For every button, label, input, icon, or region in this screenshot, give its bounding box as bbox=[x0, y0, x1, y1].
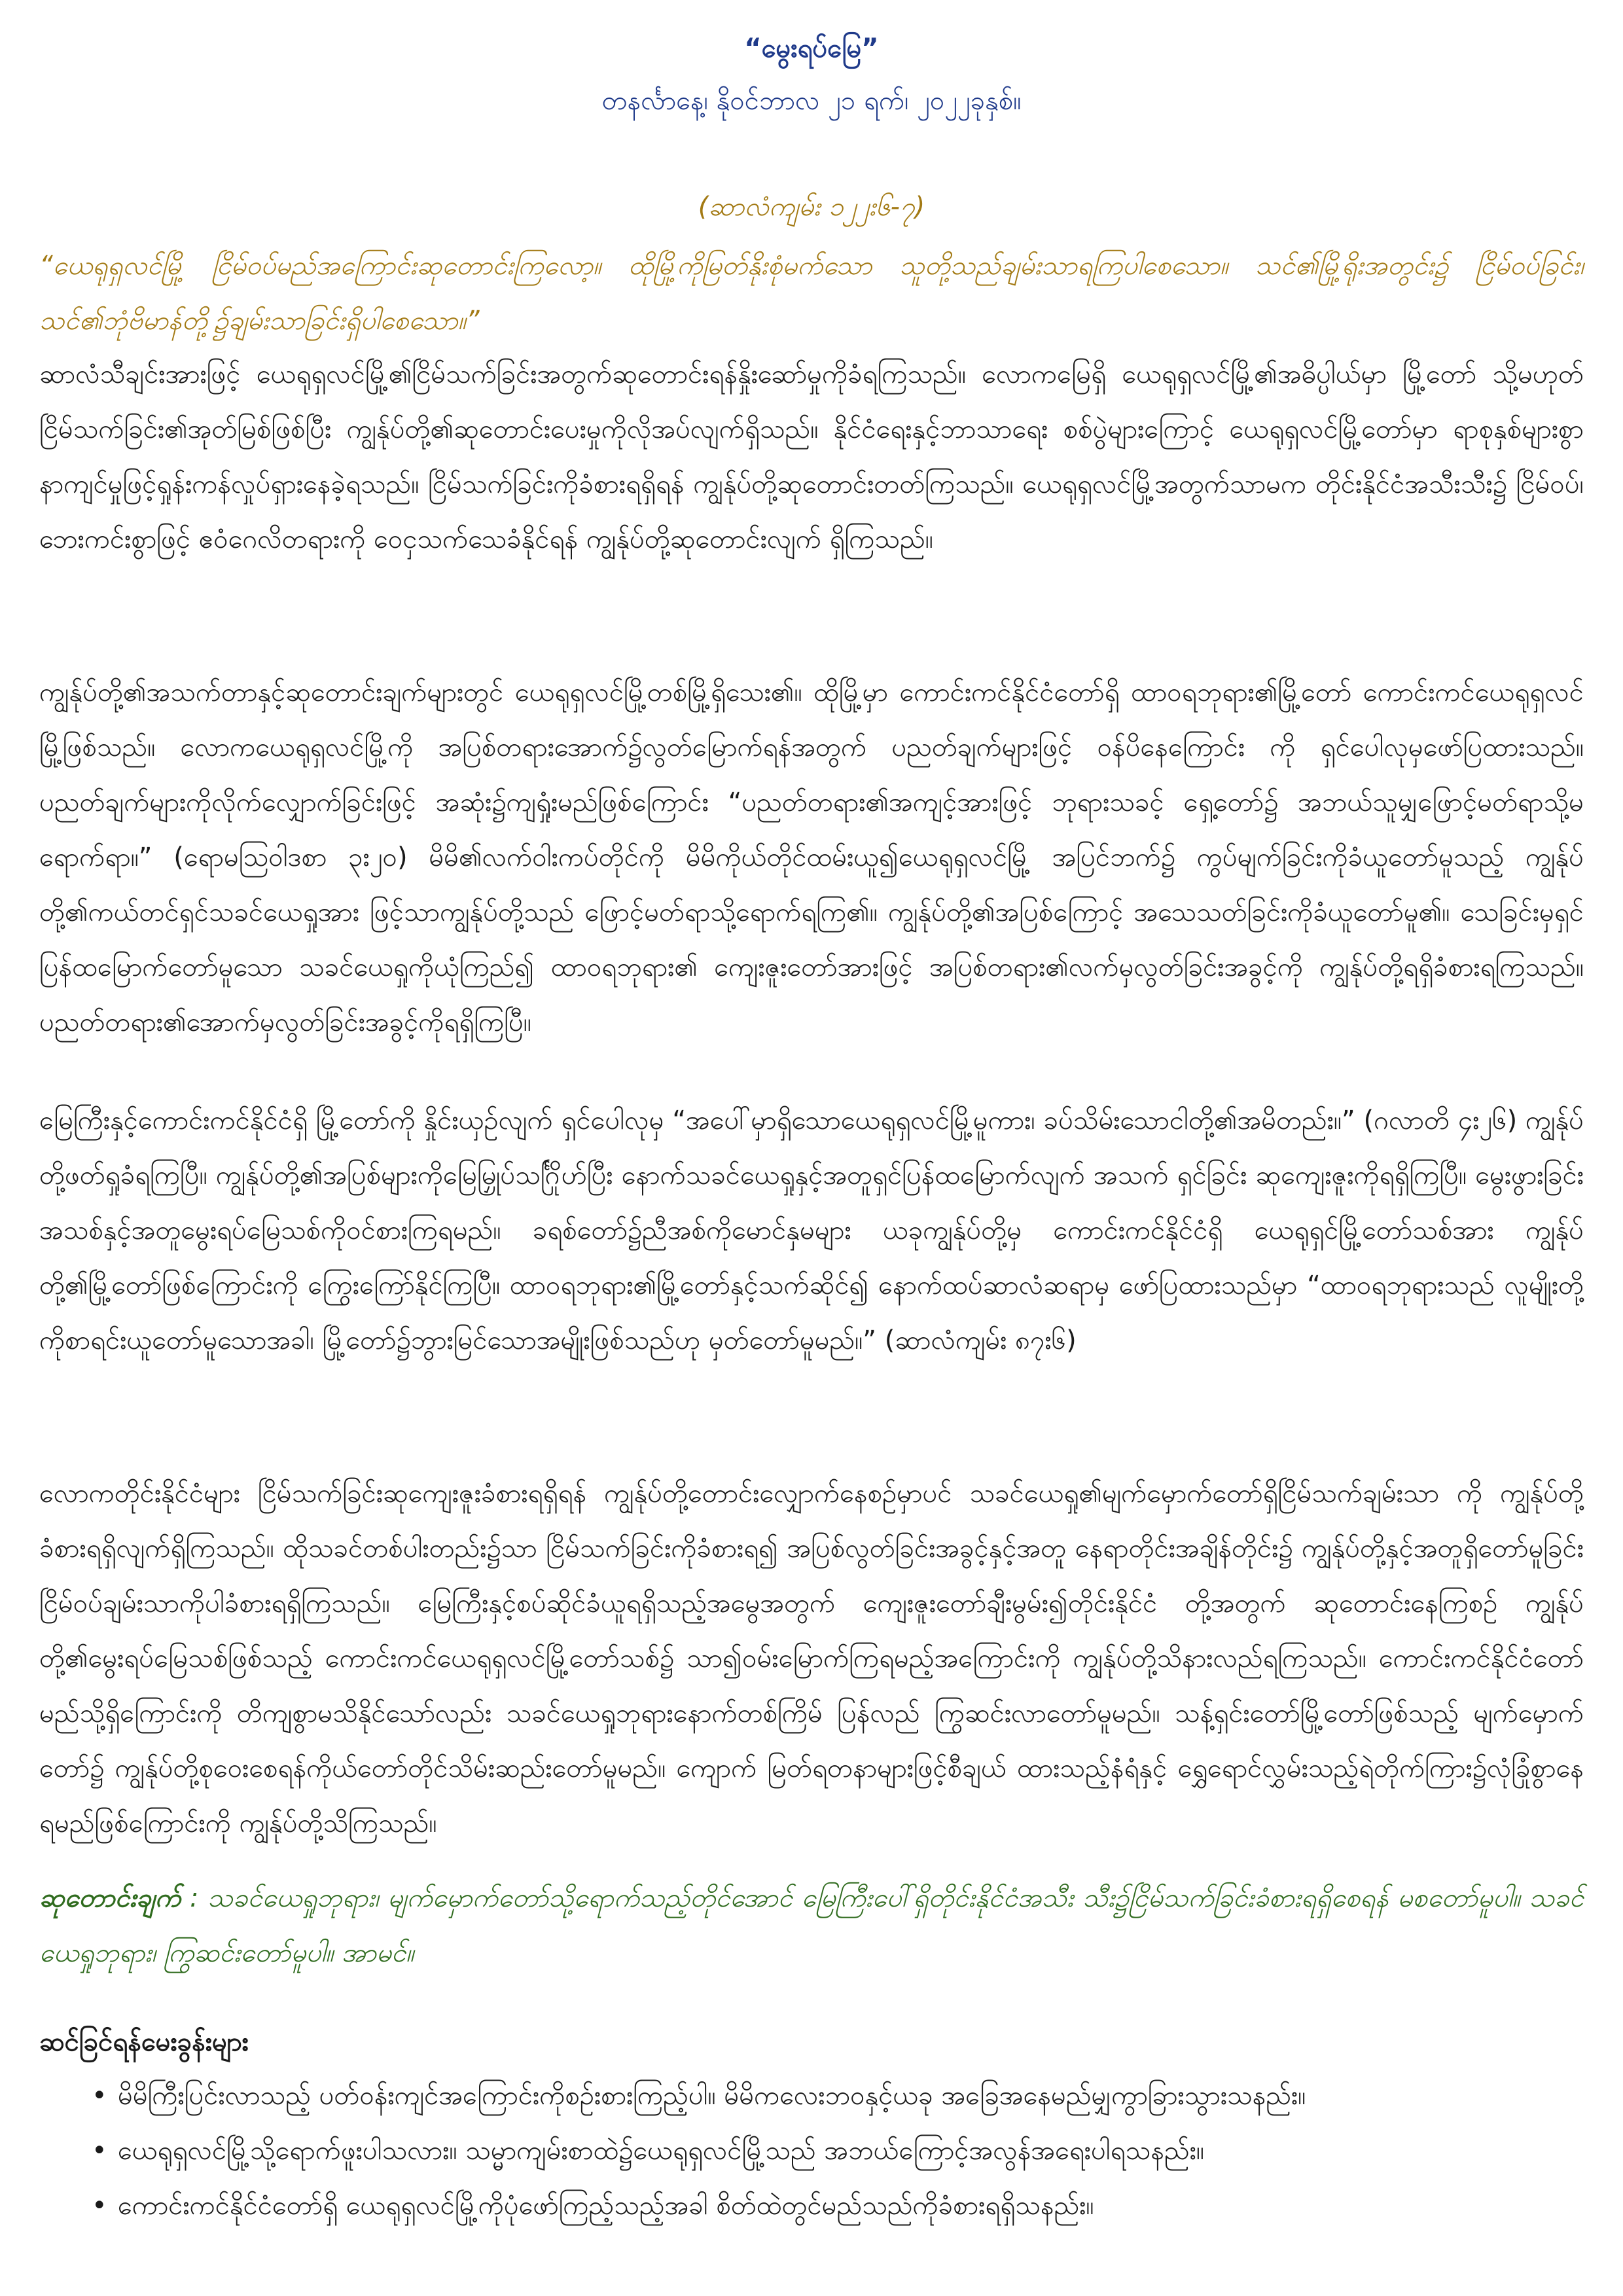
bullet-icon: • bbox=[92, 2191, 107, 2221]
question-text: ယေရုရှလင်မြို့သို့ရောက်ဖူးပါသလား။ သမ္မာကျမ်းစာထဲ၌ယေရုရှလင်မြို့သည် အဘယ်ကြောင့်အလွန်အရေးပါရသနည်း။ bbox=[118, 2136, 1204, 2166]
questions-heading: ဆင်ခြင်ရန်မေးခွန်းများ bbox=[39, 2027, 249, 2057]
date-line: တနင်္လာနေ့၊ နိုဝင်ဘာလ ၂၁ ရက်၊ ၂၀၂၂ခုနှစ်။ bbox=[601, 86, 1022, 116]
body-paragraph-1: ဆာလံသီချင်းအားဖြင့် ယေရုရှလင်မြို့၏ငြိမ်သက်ခြင်းအတွက်ဆုတောင်းရန်နှိုးဆော်မှုကိုခံရကြသည်။ လောကမြေရှိ ယေရုရှလင်မြို့၏အဓိပ္ပါယ်မှာ မြို့တော် သို့မဟုတ် ငြိမ်သက်ခြင်း၏အုတ်မြစ်ဖြစ်ပြီး ကျွန်ုပ်တို့၏ဆုတောင်းပေးမှုကိုလိုအပ်လျက်ရှိသည်။ နိုင်ငံရေးနှင့်ဘာသာရေး စစ်ပွဲများကြောင့် ယေရုရှလင်မြို့တော်မှာ ရာစုနှစ်များစွာ နာကျင်မှုဖြင့်ရှုန်းကန်လှုပ်ရှားနေခဲ့ရသည်။ ငြိမ်သက်ခြင်းကိုခံစားရရှိရန် ကျွန်ုပ်တို့ဆုတောင်းတတ်ကြသည်။ ယေရုရှလင်မြို့အတွက်သာမက တိုင်းနိုင်ငံအသီးသီး၌ ငြိမ်ဝပ်၊ ဘေးကင်းစွာဖြင့် ဧဝံဂေလိတရားကို ဝေငှသက်သေခံနိုင်ရန် ကျွန်ုပ်တို့ဆုတောင်းလျက် ရှိကြသည်။ bbox=[39, 359, 1584, 554]
question-item bbox=[39, 2068, 1544, 2123]
page-title: “မွေးရပ်မြေ” bbox=[744, 33, 879, 63]
body-paragraph-4: လောကတိုင်းနိုင်ငံများ ငြိမ်သက်ခြင်းဆုကျေးဇူးခံစားရရှိရန် ကျွန်ုပ်တို့တောင်းလျှောက်နေစဉ်မှာပင် သခင်ယေရှု၏မျက်မှောက်တော်ရှိငြိမ်သက်ချမ်းသာ ကို ကျွန်ုပ်တို့ခံစားရရှိလျက်ရှိကြသည်။ ထိုသခင်တစ်ပါးတည်း၌သာ ငြိမ်သက်ခြင်းကိုခံစားရ၍ အပြစ်လွတ်ခြင်းအခွင့်နှင့်အတူ နေရာတိုင်းအချိန်တိုင်း၌ ကျွန်ုပ်တို့နှင့်အတူရှိတော်မူခြင်း ငြိမ်ဝပ်ချမ်းသာကိုပါခံစားရရှိကြသည်။ မြေကြီးနှင့်စပ်ဆိုင်ခံယူရရှိသည့်အမွေအတွက် ကျေးဇူးတော်ချီးမွမ်း၍တိုင်းနိုင်ငံ တို့အတွက် ဆုတောင်းနေကြစဉ် ကျွန်ုပ်တို့၏မွေးရပ်မြေသစ်ဖြစ်သည့် ကောင်းကင်ယေရုရှလင်မြို့တော်သစ်၌ သာ၍ဝမ်းမြောက်ကြရမည့်အကြောင်းကို ကျွန်ုပ်တို့သိနားလည်ရကြသည်။ ကောင်းကင်နိုင်ငံတော်မည်သို့ရှိကြောင်းကို တိကျစွာမသိနိုင်သော်လည်း သခင်ယေရှုဘုရားနောက်တစ်ကြိမ် ပြန်လည် ကြွဆင်းလာတော်မူမည်။ သန့်ရှင်းတော်မြို့တော်ဖြစ်သည့် မျက်မှောက်တော်၌ ကျွန်ုပ်တို့စုဝေးစေရန်ကိုယ်တော်တိုင်သိမ်းဆည်းတော်မူမည်။ ကျောက် မြတ်ရတနာများဖြင့်စီချယ် ထားသည့်နံရံနှင့် ရွှေရောင်လွှမ်းသည့်ရဲတိုက်ကြား၌လုံခြုံစွာနေရမည်ဖြစ်ကြောင်းကို ကျွန်ုပ်တို့သိကြသည်။ bbox=[39, 1479, 1584, 1839]
questions-list bbox=[39, 2068, 1544, 2233]
question-item bbox=[39, 2123, 1544, 2178]
question-text: မိမိကြီးပြင်းလာသည့် ပတ်ဝန်းကျင်အကြောင်းကိုစဉ်းစားကြည့်ပါ။ မိမိကလေးဘဝနှင့်ယခု အခြေအနေမည်မျှကွာခြားသွားသနည်း။ bbox=[118, 2081, 1306, 2111]
body-paragraph-3: မြေကြီးနှင့်ကောင်းကင်နိုင်ငံရှိ မြို့တော်ကို နှိုင်းယှဉ်လျက် ရှင်ပေါလုမှ “အပေါ်မှာရှိသောယေရုရှလင်မြို့မူကား၊ ခပ်သိမ်းသောငါတို့၏အမိတည်း။” (ဂလာတိ ၄း၂၆) ကျွန်ုပ်တို့ဖတ်ရှုခံရကြပြီ။ ကျွန်ုပ်တို့၏အပြစ်များကိုမြေမြှုပ်သင်္ဂြိုဟ်ပြီး နောက်သခင်ယေရှုနှင့်အတူရှင်ပြန်ထမြောက်လျက် အသက် ရှင်ခြင်း ဆုကျေးဇူးကိုရရှိကြပြီ။ မွေးဖွားခြင်းအသစ်နှင့်အတူမွေးရပ်မြေသစ်ကိုဝင်စားကြရမည်။ ခရစ်တော်၌ညီအစ်ကိုမောင်နှမများ ယခုကျွန်ုပ်တို့မှ ကောင်းကင်နိုင်ငံရှိ ယေရုရှင်မြို့တော်သစ်အား ကျွန်ုပ်တို့၏မြို့တော်ဖြစ်ကြောင်းကို ကြွေးကြော်နိုင်ကြပြီ။ ထာဝရဘုရား၏မြို့တော်နှင့်သက်ဆိုင်၍ နောက်ထပ်ဆာလံဆရာမှ ဖော်ပြထားသည်မှာ “ထာဝရဘုရားသည် လူမျိုးတို့ကိုစာရင်းယူတော်မူသောအခါ၊ မြို့တော်၌ဘွားမြင်သောအမျိုးဖြစ်သည်ဟု မှတ်တော်မူမည်။” (ဆာလံကျမ်း ၈၇း၆) bbox=[39, 1105, 1584, 1355]
prayer-block bbox=[39, 1871, 1584, 1981]
bullet-icon: • bbox=[92, 2136, 107, 2166]
verse-text: “ယေရုရှလင်မြို့ ငြိမ်ဝပ်မည်အကြောင်းဆုတောင်းကြလော့။ ထိုမြို့ကိုမြတ်နိုးစုံမက်သော သူတို့သည်ချမ်းသာရကြပါစေသော။ သင်၏မြို့ရိုးအတွင်း၌ ငြိမ်ဝပ်ခြင်း၊ သင်၏ဘုံဗိမာန်တို့၌ချမ်းသာခြင်းရှိပါစေသော။” bbox=[39, 251, 1584, 336]
prayer-label: ဆုတောင်းချက် bbox=[39, 1883, 181, 1913]
prayer-text: သခင်ယေရှုဘုရား၊ မျက်မှောက်တော်သို့ရောက်သည့်တိုင်အောင် မြေကြီးပေါ်ရှိတိုင်းနိုင်ငံအသီး သီး၌ငြိမ်သက်ခြင်းခံစားရရှိစေရန် မစတော်မူပါ။ သခင်ယေရှုဘုရား၊ ကြွဆင်းတော်မူပါ။ အာမင်။ bbox=[39, 1883, 1584, 1968]
question-item bbox=[39, 2178, 1544, 2233]
bullet-icon: • bbox=[92, 2081, 107, 2111]
verse-reference: (ဆာလံကျမ်း ၁၂၂း၆-၇) bbox=[698, 192, 925, 222]
body-paragraph-2: ကျွန်ုပ်တို့၏အသက်တာနှင့်ဆုတောင်းချက်များတွင် ယေရုရှလင်မြို့တစ်မြို့ရှိသေး၏။ ထိုမြို့မှာ ကောင်းကင်နိုင်ငံတော်ရှိ ထာဝရဘုရား၏မြို့တော် ကောင်းကင်ယေရုရှလင်မြို့ဖြစ်သည်။ လောကယေရုရှလင်မြို့ကို အပြစ်တရားအောက်၌လွတ်မြောက်ရန်အတွက် ပညတ်ချက်များဖြင့် ဝန်ပိနေကြောင်း ကို ရှင်ပေါလုမှဖော်ပြထားသည်။ ပညတ်ချက်များကိုလိုက်လျှောက်ခြင်းဖြင့် အဆုံး၌ကျရှုံးမည်ဖြစ်ကြောင်း “ပညတ်တရား၏အကျင့်အားဖြင့် ဘုရားသခင့် ရှေ့တော်၌ အဘယ်သူမျှဖြောင့်မတ်ရာသို့မရောက်ရာ။” (ရောမဩဝါဒစာ ၃း၂၀) မိမိ၏လက်ဝါးကပ်တိုင်ကို မိမိကိုယ်တိုင်ထမ်းယူ၍ယေရုရှလင်မြို့ အပြင်ဘက်၌ ကွပ်မျက်ခြင်းကိုခံယူတော်မူသည့် ကျွန်ုပ်တို့၏ကယ်တင်ရှင်သခင်ယေရှုအား ဖြင့်သာကျွန်ုပ်တို့သည် ဖြောင့်မတ်ရာသို့ရောက်ရကြ၏။ ကျွန်ုပ်တို့၏အပြစ်ကြောင့် အသေသတ်ခြင်းကိုခံယူတော်မူ၏။ သေခြင်းမှရှင်ပြန်ထမြောက်တော်မူသော သခင်ယေရှုကိုယုံကြည်၍ ထာဝရဘုရား၏ ကျေးဇူးတော်အားဖြင့် အပြစ်တရား၏လက်မှလွတ်ခြင်းအခွင့်ကို ကျွန်ုပ်တို့ရရှိခံစားရကြသည်။ ပညတ်တရား၏အောက်မှလွတ်ခြင်းအခွင့်ကိုရရှိကြပြီ။ bbox=[39, 677, 1584, 1037]
prayer-separator: : bbox=[181, 1883, 208, 1913]
question-text: ကောင်းကင်နိုင်ငံတော်ရှိ ယေရုရှလင်မြို့ကိုပုံဖော်ကြည့်သည့်အခါ စိတ်ထဲတွင်မည်သည်ကိုခံစားရရှိသနည်း။ bbox=[118, 2191, 1094, 2221]
